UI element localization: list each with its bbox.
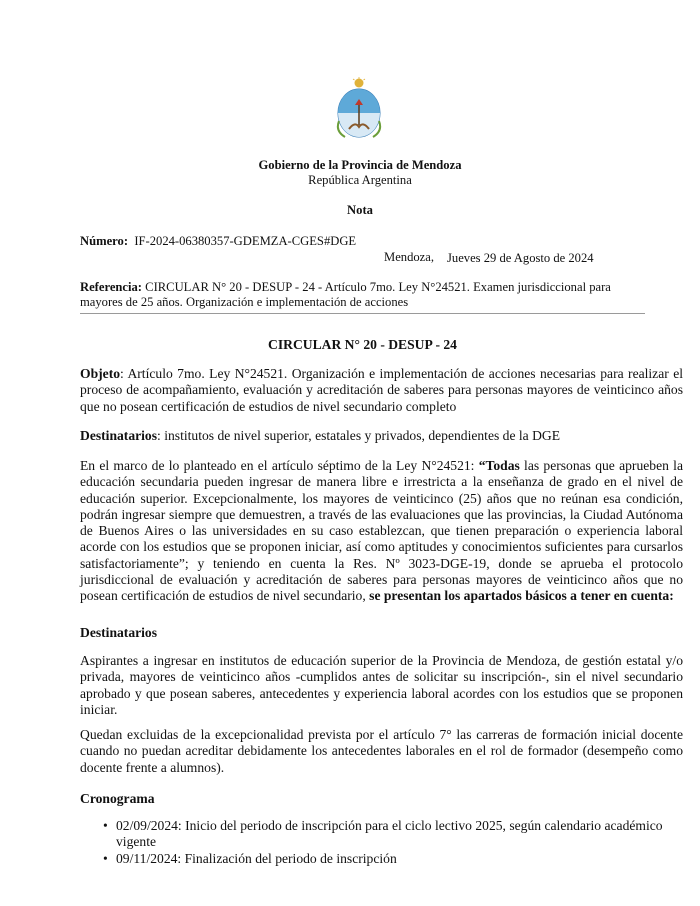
numero-value: IF-2024-06380357-GDEMZA-CGES#DGE [134,234,357,248]
cronograma-item-text: 02/09/2024: Inicio del periodo de inscripción para el ciclo lectivo 2025, según calendario académico vigente [116,818,663,850]
destinatarios-paragraph [80,428,683,444]
objeto-text: : Artículo 7mo. Ley N°24521. Organización e implementación de acciones necesarias para realizar el proceso de acompañamiento, evaluación y acreditación de saberes para personas mayores de veinticinco años que no posean certificación de estudios de nivel secundario completo [80,366,683,414]
referencia [80,280,645,310]
divider [80,313,645,314]
marco-bold-text: se presentan los apartados básicos a tener en cuenta: [365,588,674,604]
list-item [80,851,683,867]
document-type: Nota [347,203,373,217]
provincial-seal-icon [333,77,385,139]
section-heading-destinatarios: Destinatarios [80,625,158,640]
destinatarios-label: Destinatarios [80,428,158,443]
bullet-icon: • [103,850,108,866]
bullet-icon: • [103,818,108,833]
objeto-paragraph [80,366,683,415]
circular-title: CIRCULAR N° 20 - DESUP - 24 [268,337,457,352]
list-item [80,818,683,851]
excluidas-paragraph: Quedan excluidas de la excepcionalidad prevista por el artículo 7° las carreras de formación inicial docente cuando no puedan acreditar debidamente los antecedentes laborales en el rol de formador (desempeño como docente frente a alumnos). [80,727,683,775]
numero-line [80,234,356,249]
numero-label: Número: [80,234,129,248]
marco-quote-open: “Todas [478,458,520,473]
date: Jueves 29 de Agosto de 2024 [447,251,594,265]
government-title: Gobierno de la Provincia de Mendoza [258,158,462,172]
objeto-label: Objeto [80,366,121,381]
cronograma-item-text: 09/11/2024: Finalización del periodo de inscripción [116,850,397,866]
city: Mendoza, [384,250,435,264]
marco-paragraph [80,458,683,605]
referencia-value: CIRCULAR N° 20 - DESUP - 24 - Artículo 7mo. Ley N°24521. Examen jurisdiccional para mayores de 25 años. Organización e implementación de acciones [80,280,611,309]
marco-text: las personas que aprueben la educación secundaria pueden ingresar de manera libre e irrestricta a la enseñanza de grado en el nivel de educación superior. Excepcionalmente, los mayores de veinticinco (25) años que no reúnan esa condición, podrán ingresar siempre que demuestren, a través de las evaluaciones que las provincias, la Ciudad Autónoma de Buenos Aires o las universidades en su caso establezcan, que tienen preparación o experiencia laboral acorde con los estudios que se proponen iniciar, así como aptitudes y conocimientos suficientes para cursarlos satisfactoriamente”; y teniendo en cuenta la Res. Nº 3023-DGE-19, donde se aprueba el protocolo jurisdiccional de evaluación y acreditación de saberes para personas mayores de veinticinco años que no posean certificación de estudios de nivel secundario, [80,458,683,604]
destinatarios-text: : institutos de nivel superior, estatales y privados, dependientes de la DGE [157,428,561,443]
country-subtitle: República Argentina [308,173,412,187]
section-heading-cronograma: Cronograma [80,791,155,806]
marco-intro: En el marco de lo planteado en el artículo séptimo de la Ley N°24521: [80,458,479,473]
cronograma-list [80,818,683,867]
aspirantes-paragraph: Aspirantes a ingresar en institutos de educación superior de la Provincia de Mendoza, de gestión estatal y/o privada, mayores de veinticinco años -cumplidos antes de solicitar su inscripción-, sin el nivel secundario aprobado y que posean saberes, antecedentes y experiencia laboral acordes con los estudios que se proponen iniciar. [80,653,683,718]
referencia-label: Referencia: [80,280,143,294]
